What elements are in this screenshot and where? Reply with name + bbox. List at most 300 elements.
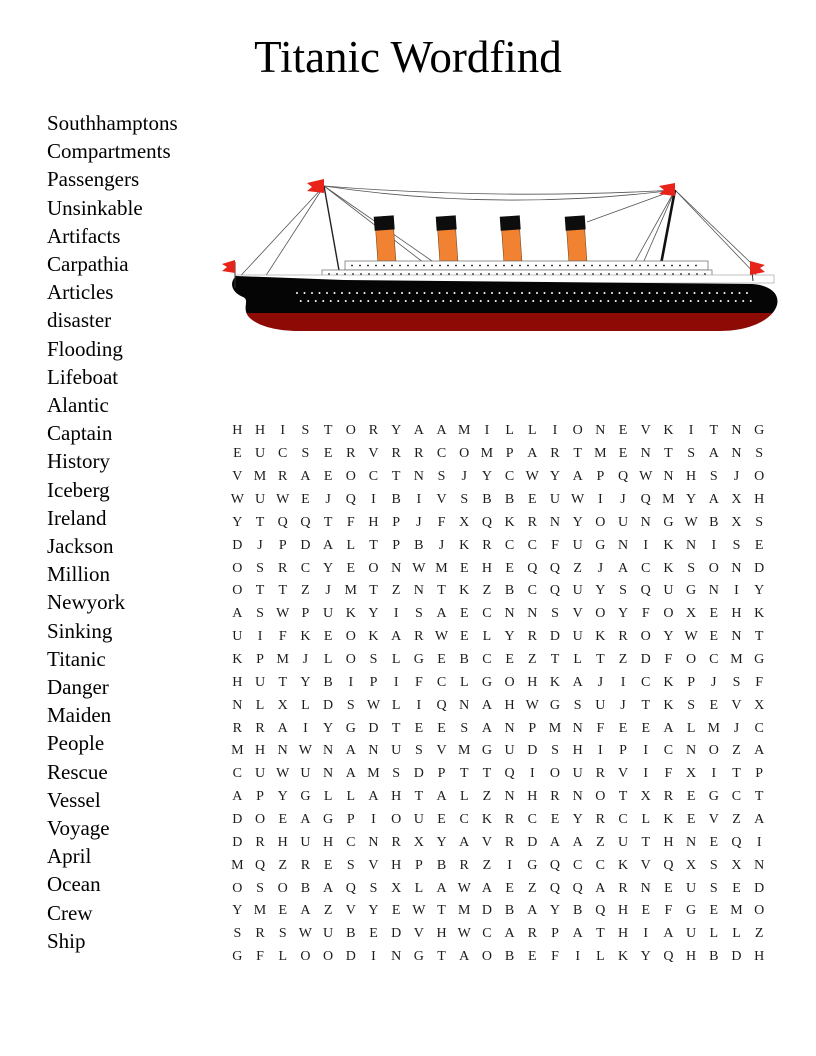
grid-letter: L: [573, 652, 582, 668]
grid-letter: E: [323, 446, 333, 462]
grid-letter: N: [572, 789, 583, 805]
grid-letter: B: [504, 949, 515, 965]
grid-letter: D: [232, 537, 243, 553]
grid-letter: X: [731, 492, 742, 507]
grid-letter: C: [278, 446, 288, 462]
grid-letter: I: [552, 423, 558, 439]
grid-letter: K: [617, 949, 629, 965]
funnel-2: [436, 215, 459, 263]
grid-letter: U: [572, 766, 583, 782]
grid-letter: N: [504, 606, 515, 622]
grid-letter: I: [484, 423, 490, 439]
grid-letter: A: [300, 812, 311, 828]
grid-letter: F: [755, 674, 764, 690]
grid-letter: F: [664, 903, 673, 919]
grid-letter: A: [527, 903, 538, 919]
grid-letter: U: [254, 446, 266, 462]
word-list-item: Sinking: [47, 618, 113, 643]
grid-letter: E: [686, 812, 696, 828]
grid-letter: K: [663, 812, 674, 828]
grid-letter: H: [436, 926, 447, 942]
grid-letter: A: [754, 812, 765, 828]
grid-letter: R: [527, 629, 537, 645]
grid-letter: R: [482, 537, 492, 553]
grid-letter: Q: [527, 560, 538, 576]
grid-letter: A: [391, 629, 402, 645]
grid-letter: Y: [640, 949, 651, 965]
grid-letter: C: [527, 537, 537, 553]
grid-letter: I: [529, 766, 535, 782]
word-list-item: Jackson: [47, 534, 114, 559]
grid-letter: U: [323, 606, 334, 622]
grid-letter: S: [687, 560, 695, 576]
grid-letter: H: [368, 514, 379, 530]
grid-letter: U: [549, 492, 561, 507]
grid-letter: E: [618, 446, 628, 462]
grid-letter: D: [345, 949, 356, 965]
grid-letter: V: [708, 812, 719, 828]
grid-letter: I: [416, 492, 422, 507]
grid-letter: X: [686, 857, 697, 873]
word-list-item: Rescue: [47, 759, 108, 784]
grid-letter: S: [301, 423, 310, 439]
grid-letter: A: [549, 834, 561, 850]
grid-letter: I: [598, 492, 603, 507]
funnel-1: [374, 215, 397, 263]
grid-letter: A: [436, 606, 447, 622]
grid-letter: M: [435, 560, 448, 576]
grid-letter: V: [436, 743, 447, 759]
grid-letter: G: [754, 423, 765, 439]
grid-letter: P: [505, 446, 514, 462]
grid-letter: H: [254, 743, 266, 759]
grid-letter: L: [596, 949, 605, 965]
grid-letter: N: [595, 423, 606, 439]
grid-letter: O: [481, 949, 492, 965]
grid-letter: Z: [528, 880, 537, 896]
grid-letter: Z: [596, 834, 605, 850]
word-list-item: Ship: [47, 928, 86, 953]
grid-letter: S: [392, 766, 401, 782]
grid-letter: L: [391, 652, 401, 668]
grid-letter: K: [504, 514, 515, 530]
grid-letter: E: [709, 629, 719, 645]
grid-letter: L: [505, 423, 514, 439]
aft-mast-flag-icon: [659, 183, 675, 196]
grid-letter: A: [459, 834, 470, 850]
grid-letter: D: [323, 697, 334, 713]
grid-letter: N: [686, 834, 697, 850]
grid-letter: I: [280, 423, 286, 439]
grid-letter: R: [255, 926, 265, 942]
grid-letter: R: [300, 857, 311, 873]
grid-letter: H: [686, 469, 697, 485]
grid-letter: M: [231, 857, 244, 873]
grid-letter: E: [709, 697, 719, 713]
grid-letter: H: [254, 423, 266, 439]
grid-letter: D: [232, 834, 243, 850]
grid-letter: H: [572, 743, 583, 759]
grid-letter: E: [686, 789, 696, 805]
page-title: Titanic Wordfind: [254, 32, 562, 82]
grid-letter: I: [734, 583, 739, 599]
grid-letter: I: [416, 697, 422, 713]
grid-letter: L: [641, 812, 650, 828]
grid-letter: O: [368, 560, 379, 576]
grid-letter: M: [548, 720, 562, 736]
grid-letter: C: [504, 537, 515, 553]
grid-letter: C: [731, 789, 742, 805]
grid-letter: S: [687, 446, 695, 462]
grid-letter: X: [277, 697, 288, 713]
grid-letter: F: [278, 629, 287, 645]
word-list-item: Alantic: [47, 393, 109, 418]
grid-letter: L: [459, 674, 469, 690]
grid-letter: E: [732, 880, 741, 896]
grid-letter: Y: [754, 583, 765, 599]
grid-letter: K: [459, 583, 470, 599]
grid-letter: M: [231, 743, 244, 759]
grid-letter: Y: [572, 812, 583, 828]
grid-letter: I: [643, 537, 649, 553]
grid-letter: Y: [481, 469, 492, 485]
grid-letter: D: [754, 880, 765, 896]
grid-letter: N: [527, 606, 538, 622]
grid-letter: D: [368, 720, 379, 736]
grid-letter: I: [711, 766, 717, 782]
grid-letter: S: [709, 857, 718, 873]
word-list-item: Million: [47, 562, 111, 587]
grid-letter: S: [551, 606, 559, 622]
grid-letter: V: [731, 697, 742, 713]
grid-letter: R: [346, 446, 356, 462]
grid-letter: D: [481, 903, 492, 919]
word-list-item: Crew: [47, 900, 93, 925]
grid-letter: Y: [232, 903, 243, 919]
grid-letter: T: [641, 697, 650, 713]
grid-letter: L: [709, 926, 719, 942]
grid-letter: R: [618, 880, 628, 896]
grid-letter: O: [663, 606, 674, 622]
grid-letter: S: [460, 492, 469, 507]
titanic-ship-illustration: [202, 166, 782, 341]
grid-letter: A: [708, 492, 719, 507]
word-list-item: disaster: [47, 308, 112, 333]
grid-letter: L: [278, 949, 287, 965]
grid-letter: Z: [732, 812, 741, 828]
grid-letter: O: [595, 789, 606, 805]
grid-letter: O: [232, 560, 243, 576]
grid-letter: G: [481, 743, 492, 759]
word-list-item: Vessel: [47, 787, 101, 812]
grid-letter: E: [414, 720, 424, 736]
grid-letter: N: [391, 560, 402, 576]
grid-letter: R: [459, 857, 469, 873]
grid-letter: Y: [436, 834, 447, 850]
grid-letter: J: [733, 469, 740, 485]
grid-letter: W: [684, 514, 698, 530]
grid-letter: X: [686, 766, 697, 782]
grid-letter: Q: [549, 880, 561, 896]
grid-letter: R: [278, 469, 288, 485]
grid-letter: O: [754, 469, 765, 485]
grid-letter: S: [755, 514, 764, 530]
grid-letter: G: [232, 949, 243, 965]
grid-letter: Y: [686, 492, 697, 507]
grid-letter: P: [596, 469, 605, 485]
grid-letter: O: [345, 629, 356, 645]
grid-letter: N: [640, 880, 651, 896]
grid-letter: H: [617, 926, 629, 942]
grid-letter: A: [617, 560, 629, 576]
grid-letter: N: [731, 423, 742, 439]
grid-letter: P: [369, 674, 378, 690]
grid-letter: A: [345, 766, 356, 782]
grid-letter: E: [437, 652, 446, 668]
grid-letter: R: [255, 834, 265, 850]
grid-letter: K: [754, 606, 765, 622]
grid-letter: D: [232, 812, 243, 828]
grid-letter: T: [754, 789, 764, 805]
grid-letter: Z: [528, 652, 537, 668]
grid-letter: O: [640, 629, 651, 645]
grid-letter: A: [572, 469, 583, 485]
grid-letter: O: [595, 606, 606, 622]
grid-letter: R: [255, 720, 265, 736]
grid-letter: A: [481, 697, 492, 713]
grid-letter: O: [277, 880, 288, 896]
grid-letter: I: [620, 674, 626, 690]
word-list-item: Compartments: [47, 139, 171, 164]
grid-letter: S: [256, 560, 264, 576]
grid-letter: O: [708, 560, 719, 576]
grid-letter: F: [551, 537, 559, 553]
grid-letter: R: [618, 629, 628, 645]
word-list-item: Unsinkable: [47, 195, 143, 220]
grid-letter: K: [345, 606, 356, 622]
grid-letter: W: [412, 903, 426, 919]
grid-letter: P: [551, 926, 559, 942]
grid-letter: B: [391, 492, 401, 507]
grid-letter: P: [346, 812, 355, 828]
grid-letter: Z: [573, 560, 582, 576]
grid-letter: E: [323, 469, 333, 485]
grid-letter: A: [345, 743, 356, 759]
grid-letter: N: [504, 720, 515, 736]
grid-letter: K: [459, 537, 470, 553]
grid-letter: H: [391, 789, 402, 805]
grid-letter: F: [414, 674, 423, 690]
word-list-item: Lifeboat: [47, 364, 119, 389]
grid-letter: J: [711, 674, 717, 690]
grid-letter: I: [371, 949, 376, 965]
grid-letter: E: [618, 423, 628, 439]
grid-letter: I: [371, 812, 376, 828]
grid-letter: O: [754, 903, 765, 919]
grid-letter: T: [482, 766, 492, 782]
grid-letter: G: [300, 789, 311, 805]
grid-letter: Y: [232, 514, 243, 530]
fore-mast: [324, 186, 340, 276]
grid-letter: T: [391, 720, 401, 736]
grid-letter: P: [392, 514, 401, 530]
grid-letter: Q: [300, 514, 311, 530]
grid-letter: R: [504, 812, 515, 828]
grid-letter: G: [481, 674, 492, 690]
grid-letter: E: [641, 903, 650, 919]
grid-letter: U: [595, 697, 606, 713]
grid-letter: A: [481, 720, 492, 736]
word-list-item: Ocean: [47, 872, 101, 897]
grid-letter: Z: [391, 583, 401, 599]
grid-letter: U: [663, 583, 674, 599]
grid-letter: F: [437, 514, 446, 530]
grid-letter: E: [301, 492, 310, 507]
word-list-item: Voyage: [47, 816, 110, 841]
grid-letter: B: [504, 583, 515, 599]
grid-letter: T: [664, 446, 673, 462]
grid-letter: Z: [482, 857, 492, 873]
grid-letter: G: [595, 537, 606, 553]
grid-letter: M: [730, 903, 743, 919]
grid-letter: C: [595, 857, 606, 873]
grid-letter: E: [233, 446, 242, 462]
grid-letter: N: [731, 446, 742, 462]
grid-letter: N: [391, 949, 402, 965]
grid-letter: A: [232, 789, 243, 805]
grid-letter: O: [708, 743, 719, 759]
grid-letter: T: [414, 789, 424, 805]
grid-letter: I: [711, 537, 717, 553]
grid-letter: C: [504, 469, 515, 485]
grid-letter: V: [640, 857, 651, 873]
grid-letter: G: [754, 652, 765, 668]
grid-letter: H: [731, 606, 742, 622]
grid-letter: K: [300, 629, 311, 645]
grid-letter: N: [686, 743, 697, 759]
word-list-item: Artifacts: [47, 223, 121, 248]
grid-letter: D: [527, 743, 538, 759]
grid-letter: U: [300, 834, 311, 850]
grid-letter: C: [436, 446, 447, 462]
grid-letter: L: [528, 423, 537, 439]
grid-letter: E: [528, 492, 537, 507]
grid-letter: D: [549, 629, 561, 645]
grid-letter: E: [278, 812, 287, 828]
grid-letter: K: [595, 629, 606, 645]
grid-letter: E: [618, 720, 628, 736]
grid-letter: W: [684, 629, 698, 645]
grid-letter: U: [572, 629, 583, 645]
grid-letter: A: [413, 423, 424, 439]
grid-letter: E: [641, 720, 650, 736]
grid-letter: O: [459, 446, 470, 462]
grid-letter: G: [413, 652, 424, 668]
grid-letter: M: [253, 903, 267, 919]
grid-letter: Q: [617, 469, 629, 485]
grid-letter: C: [572, 857, 583, 873]
grid-letter: M: [457, 423, 471, 439]
grid-letter: J: [416, 514, 422, 530]
grid-letter: I: [303, 720, 308, 736]
grid-letter: Y: [572, 514, 583, 530]
grid-letter: R: [414, 446, 424, 462]
grid-letter: Y: [391, 423, 402, 439]
grid-letter: P: [414, 857, 423, 873]
word-list-item: Southhamptons: [47, 111, 178, 135]
grid-letter: K: [368, 629, 379, 645]
grid-letter: S: [573, 697, 582, 713]
grid-letter: L: [323, 789, 333, 805]
grid-letter: J: [461, 469, 467, 485]
grid-letter: T: [550, 652, 560, 668]
grid-letter: R: [504, 834, 515, 850]
grid-letter: S: [256, 606, 264, 622]
grid-letter: I: [598, 743, 603, 759]
grid-letter: C: [436, 674, 447, 690]
grid-letter: O: [686, 652, 697, 668]
grid-letter: A: [436, 880, 447, 896]
grid-letter: T: [323, 514, 333, 530]
grid-letter: L: [686, 720, 696, 736]
word-list-item: Passengers: [47, 167, 140, 192]
grid-letter: W: [412, 560, 426, 576]
grid-letter: X: [686, 606, 697, 622]
grid-letter: S: [369, 652, 378, 668]
grid-letter: O: [504, 674, 515, 690]
grid-letter: E: [459, 606, 469, 622]
grid-letter: Q: [572, 880, 583, 896]
grid-letter: M: [253, 469, 267, 485]
grid-letter: R: [278, 560, 288, 576]
grid-letter: S: [551, 743, 559, 759]
grid-letter: Y: [549, 903, 561, 919]
grid-letter: O: [549, 766, 561, 782]
grid-letter: O: [345, 423, 356, 439]
word-list-item: People: [47, 731, 105, 756]
grid-letter: G: [413, 949, 424, 965]
grid-letter: T: [709, 423, 719, 439]
grid-letter: M: [594, 446, 607, 462]
grid-letter: S: [437, 469, 446, 485]
grid-letter: M: [276, 652, 289, 668]
grid-letter: U: [413, 812, 424, 828]
grid-letter: T: [255, 514, 265, 530]
grid-letter: L: [459, 789, 469, 805]
grid-letter: A: [754, 743, 765, 759]
grid-letter: A: [504, 926, 515, 942]
grid-letter: N: [323, 766, 334, 782]
grid-letter: T: [369, 537, 378, 553]
grid-letter: K: [232, 652, 243, 668]
grid-letter: J: [597, 674, 604, 690]
grid-letter: E: [346, 560, 356, 576]
grid-letter: C: [346, 834, 356, 850]
grid-letter: N: [459, 697, 470, 713]
grid-letter: S: [256, 880, 264, 896]
grid-letter: F: [596, 720, 605, 736]
grid-letter: Q: [731, 834, 742, 850]
grid-letter: W: [434, 629, 449, 645]
grid-letter: L: [391, 697, 401, 713]
grid-letter: Q: [436, 697, 447, 713]
grid-letter: G: [708, 789, 719, 805]
grid-letter: J: [325, 492, 331, 507]
grid-letter: T: [278, 583, 287, 599]
ship-svg: [202, 166, 782, 341]
grid-letter: R: [595, 766, 606, 782]
grid-letter: C: [754, 720, 764, 736]
